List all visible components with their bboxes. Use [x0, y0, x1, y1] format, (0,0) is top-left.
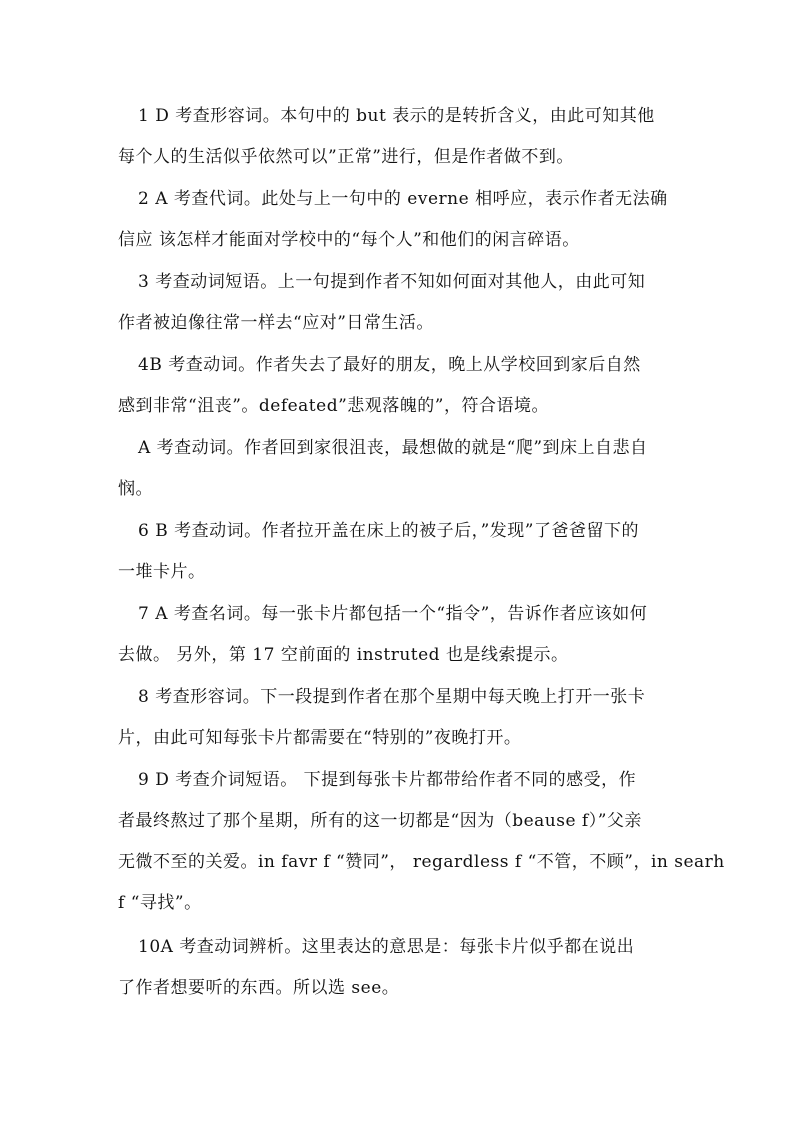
paragraph-line: 7 A 考查名词。每一张卡片都包括一个“指令”，告诉作者应该如何	[138, 604, 648, 624]
answer-paragraph-3	[118, 262, 688, 344]
answer-paragraph-10	[118, 927, 688, 1009]
answer-paragraph-9	[118, 760, 725, 924]
paragraph-line: 9 D 考查介词短语。 下提到每张卡片都带给作者不同的感受，作	[138, 770, 637, 790]
paragraph-line: 1 D 考查形容词。本句中的 but 表示的是转折含义，由此可知其他	[138, 106, 655, 126]
answer-paragraph-8	[118, 677, 688, 759]
answer-paragraph-2	[118, 179, 688, 261]
paragraph-line: 作者被迫像往常一样去“应对”日常生活。	[118, 313, 434, 333]
paragraph-line: 去做。 另外，第 17 空前面的 instruted 也是线索提示。	[118, 645, 569, 665]
paragraph-line: 感到非常“沮丧”。defeated”悲观落魄的”，符合语境。	[118, 396, 549, 416]
answer-paragraph-4	[118, 345, 688, 427]
paragraph-line: 3 考查动词短语。上一句提到作者不知如何面对其他人，由此可知	[138, 272, 646, 292]
paragraph-line: 每个人的生活似乎依然可以”正常”进行，但是作者做不到。	[118, 147, 574, 167]
paragraph-line: 10A 考查动词辨析。这里表达的意思是：每张卡片似乎都在说出	[138, 937, 635, 957]
paragraph-line: 4B 考查动词。作者失去了最好的朋友，晚上从学校回到家后自然	[138, 355, 641, 375]
paragraph-line: 2 A 考查代词。此处与上一句中的 everne 相呼应，表示作者无法确	[138, 189, 668, 209]
paragraph-line: 信应 该怎样才能面对学校中的“每个人”和他们的闲言碎语。	[118, 230, 580, 250]
answer-paragraph-1	[118, 96, 688, 178]
paragraph-line: 无微不至的关爱。in favr f “赞同”， regardless f “不管，不顾”，in searh	[118, 852, 725, 872]
answer-paragraph-7	[118, 594, 688, 676]
paragraph-line: f “寻找”。	[118, 893, 202, 913]
paragraph-line: 8 考查形容词。下一段提到作者在那个星期中每天晚上打开一张卡	[138, 687, 646, 707]
paragraph-line: 悯。	[118, 479, 153, 499]
paragraph-line: A 考查动词。作者回到家很沮丧，最想做的就是“爬”到床上自悲自	[138, 438, 648, 458]
paragraph-line: 一堆卡片。	[118, 562, 206, 582]
paragraph-line: 了作者想要听的东西。所以选 see。	[118, 978, 400, 998]
answer-paragraph-6	[118, 511, 688, 593]
answer-paragraph-5	[118, 428, 688, 510]
paragraph-line: 者最终熬过了那个星期，所有的这一切都是“因为（beause f）”父亲	[118, 811, 642, 831]
paragraph-line: 片，由此可知每张卡片都需要在“特别的”夜晚打开。	[118, 728, 522, 748]
paragraph-line: 6 B 考查动词。作者拉开盖在床上的被子后，”发现”了爸爸留下的	[138, 521, 639, 541]
